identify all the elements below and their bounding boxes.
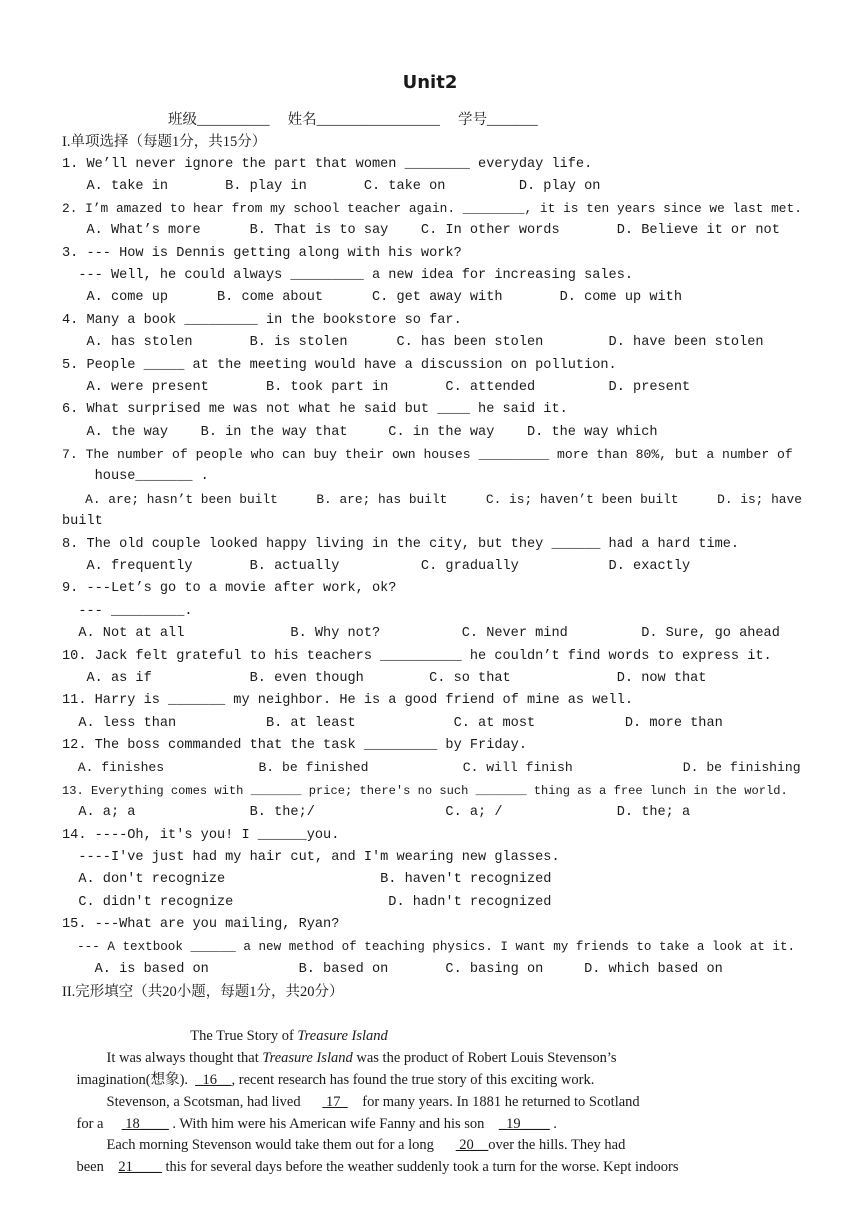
question-line: --- A textbook ______ a new method of teaching physics. I want my friends to take a look at it. [62,940,796,954]
student-info-line: 班级__________ 姓名_________________ 学号_______ [168,112,538,128]
para-text: It was always thought that [106,1050,263,1066]
option-line: A. the way B. in the way that C. in the way D. the way which [62,425,658,440]
section-heading-1: I.单项选择（每题1分，共15分） [62,134,267,150]
story-title-book: Treasure Island [297,1028,388,1044]
option-line: built [62,514,103,529]
question-line: 3. --- How is Dennis getting along with his work? [62,246,462,261]
option-line: A. don't recognize B. haven't recognized [62,872,552,887]
para-text: for many years. In 1881 he returned to Scotland [347,1094,640,1110]
para-text: over the hills. They had [488,1137,626,1153]
para-text: this for several days before the weather suddenly took a turn for the worse. Kept indoors [161,1159,679,1175]
para-text: Stevenson, a Scotsman, had lived [106,1094,323,1110]
blank-21: 21____ [118,1159,162,1175]
book-title: Treasure Island [262,1050,353,1066]
option-line: A. frequently B. actually C. gradually D. exactly [62,559,691,574]
question-line: 13. Everything comes with _______ price; there's no such _______ thing as a free lunch in the world. [62,784,788,798]
question-line: 7. The number of people who can buy their own houses _________ more than 80%, but a number of [62,447,793,462]
para-text: . With him were his American wife Fanny and his son [168,1116,499,1132]
question-line: --- _________. [62,604,193,619]
option-line: A. Not at all B. Why not? C. Never mind D. Sure, go ahead [62,626,780,641]
option-line: A. are; hasn’t been built B. are; has built C. is; haven’t been built D. is; have [62,492,802,507]
option-line: C. didn't recognize D. hadn't recognized [62,895,552,910]
section-heading-2: II.完形填空（共20小题，每题1分，共20分） [62,984,344,1000]
blank-20: 20__ [455,1137,489,1153]
option-line: A. a; a B. the;/ C. a; / D. the; a [62,805,691,820]
question-line: 11. Harry is _______ my neighbor. He is a good friend of mine as well. [62,693,634,708]
question-line: 5. People _____ at the meeting would have a discussion on pollution. [62,358,617,373]
para-text: . [549,1116,557,1132]
question-line: ----I've just had my hair cut, and I'm wearing new glasses. [62,850,560,865]
para-text: for a [76,1116,122,1132]
page-title: Unit2 [402,72,458,93]
option-line: A. finishes B. be finished C. will finish D. be finishing [62,760,801,775]
question-line: 8. The old couple looked happy living in the city, but they ______ had a hard time. [62,537,740,552]
question-line: 4. Many a book _________ in the bookstore so far. [62,313,462,328]
blank-18: 18____ [121,1116,169,1132]
para-text: been [76,1159,119,1175]
story-title-prefix: The True Story of [190,1028,298,1044]
para-text: Each morning Stevenson would take them out for a long [106,1137,456,1153]
option-line: A. is based on B. based on C. basing on D. which based on [62,962,723,977]
blank-19: _19____ [498,1116,550,1132]
option-line: A. What’s more B. That is to say C. In other words D. Believe it or not [62,223,780,238]
para-text: imagination(想象). [76,1072,196,1088]
blank-17: 17 [322,1094,348,1110]
question-line: 10. Jack felt grateful to his teachers __________ he couldn’t find words to express it. [62,649,772,664]
option-line: A. less than B. at least C. at most D. more than [62,716,723,731]
para-text: , recent research has found the true story of this exciting work. [231,1072,595,1088]
question-line: 15. ---What are you mailing, Ryan? [62,917,340,932]
para-text: was the product of Robert Louis Stevenson’s [352,1050,617,1066]
question-line: 6. What surprised me was not what he said but ____ he said it. [62,402,568,417]
option-line: A. come up B. come about C. get away with D. come up with [62,290,682,305]
question-line: 12. The boss commanded that the task _________ by Friday. [62,738,527,753]
question-line: house_______ . [62,469,209,484]
question-line: --- Well, he could always _________ a new idea for increasing sales. [62,268,634,283]
option-line: A. were present B. took part in C. attended D. present [62,380,691,395]
blank-16: _16__ [195,1072,232,1088]
question-line: 14. ----Oh, it's you! I ______you. [62,828,340,843]
option-line: A. take in B. play in C. take on D. play on [62,179,601,194]
option-line: A. as if B. even though C. so that D. now that [62,671,707,686]
question-line: 1. We’ll never ignore the part that women ________ everyday life. [62,157,593,172]
question-line: 2. I’m amazed to hear from my school teacher again. ________, it is ten years since we last met. [62,201,802,216]
question-line: 9. ---Let’s go to a movie after work, ok? [62,581,397,596]
paragraph-line [62,1134,679,1200]
option-line: A. has stolen B. is stolen C. has been stolen D. have been stolen [62,335,764,350]
